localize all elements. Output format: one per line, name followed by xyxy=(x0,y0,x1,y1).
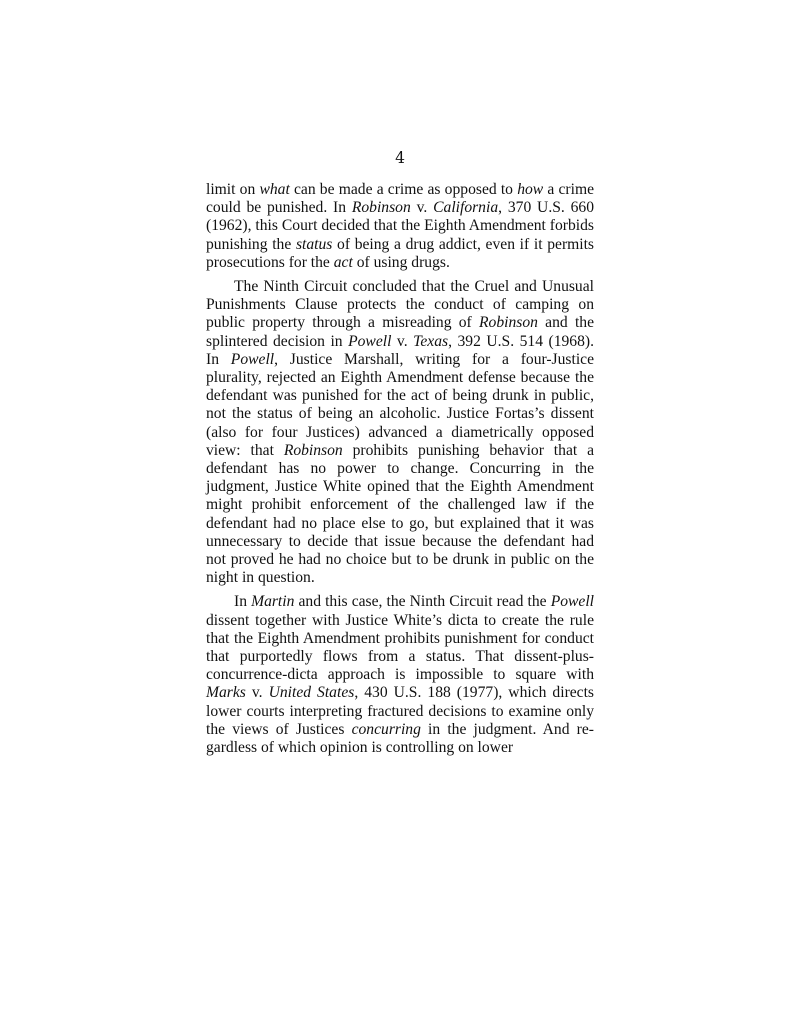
italic-run: Powell xyxy=(550,593,595,611)
text-run: dissent together with Justice White’s dicta to create the rule that the Eighth Amendment prohibits punishment for conduct that purportedly flows from a status. That dissent-plus-concurrence-dicta approach is impossible to square with xyxy=(206,611,594,684)
italic-run: how xyxy=(517,181,544,198)
italic-run: Powell xyxy=(348,332,392,350)
text-run: , Justice Marshall, writing for a four-Justice plurality, rejected an Eighth Amendment defense because the defendant was punished for the act of being drunk in public, not the status of being an alcoholic. Justice Fortas’s dissent (also for four Justices) advanced a diametrically opposed view: that xyxy=(206,350,595,459)
paragraph-2 xyxy=(206,278,594,587)
text-run: and this case, the Ninth Circuit read the xyxy=(294,593,551,611)
italic-run: Marks xyxy=(206,684,246,702)
italic-run: Powell xyxy=(230,350,275,368)
italic-run: what xyxy=(259,181,290,198)
paragraph-3 xyxy=(206,593,594,757)
italic-run: concurring xyxy=(351,720,421,738)
text-run: v. xyxy=(245,684,269,702)
italic-run: Robinson xyxy=(479,314,538,332)
text-run: of being a drug addict, even if it permits prosecutions for the xyxy=(206,235,594,271)
text-run: in the judgment. And regardless of which opinion is controlling on lower xyxy=(206,720,594,757)
text-run: limit on xyxy=(206,181,260,198)
text-run: prohibits punishing behavior that a defendant has no power to change. Concurring in the judgment, Justice White opined that the Eighth Amendment might prohibit enforcement of the challenged law if the defendant had no place else to go, but explained that it was unnecessary to decide that issue because the defendant had not proved he had no choice but to be drunk in public on the night in question. xyxy=(206,441,595,587)
italic-run: California xyxy=(433,199,499,217)
body-text xyxy=(206,181,594,757)
text-run: can be made a crime as opposed to xyxy=(289,181,518,198)
italic-run: Martin xyxy=(251,593,295,611)
italic-run: Robinson xyxy=(351,199,411,217)
text-run: , 370 U.S. 660 (1962), this Court decided that the Eighth Amendment forbids punishing the xyxy=(206,199,595,253)
italic-run: status xyxy=(295,235,333,253)
italic-run: Robinson xyxy=(283,441,343,459)
italic-run: United States xyxy=(268,684,355,702)
text-run: v. xyxy=(391,332,414,350)
paragraph-1 xyxy=(206,181,594,272)
page-number: 4 xyxy=(395,149,405,167)
italic-run: act xyxy=(333,253,353,271)
italic-run: Texas xyxy=(413,332,449,350)
text-run: , 430 U.S. 188 (1977), which directs lower courts interpreting fractured decisions to examine only the views of Justices xyxy=(206,684,594,738)
text-run: v. xyxy=(410,199,434,217)
text-run: In xyxy=(234,593,252,611)
text-run: of using drugs. xyxy=(352,253,450,271)
text-run: a crime could be punished. In xyxy=(206,181,594,217)
text-run: and the splintered decision in xyxy=(206,314,594,350)
text-run: , 392 U.S. 514 (1968). In xyxy=(206,332,594,368)
text-run: The Ninth Circuit concluded that the Cruel and Unusual Punishments Clause protects the conduct of camping on public property through a misreading of xyxy=(206,278,594,332)
